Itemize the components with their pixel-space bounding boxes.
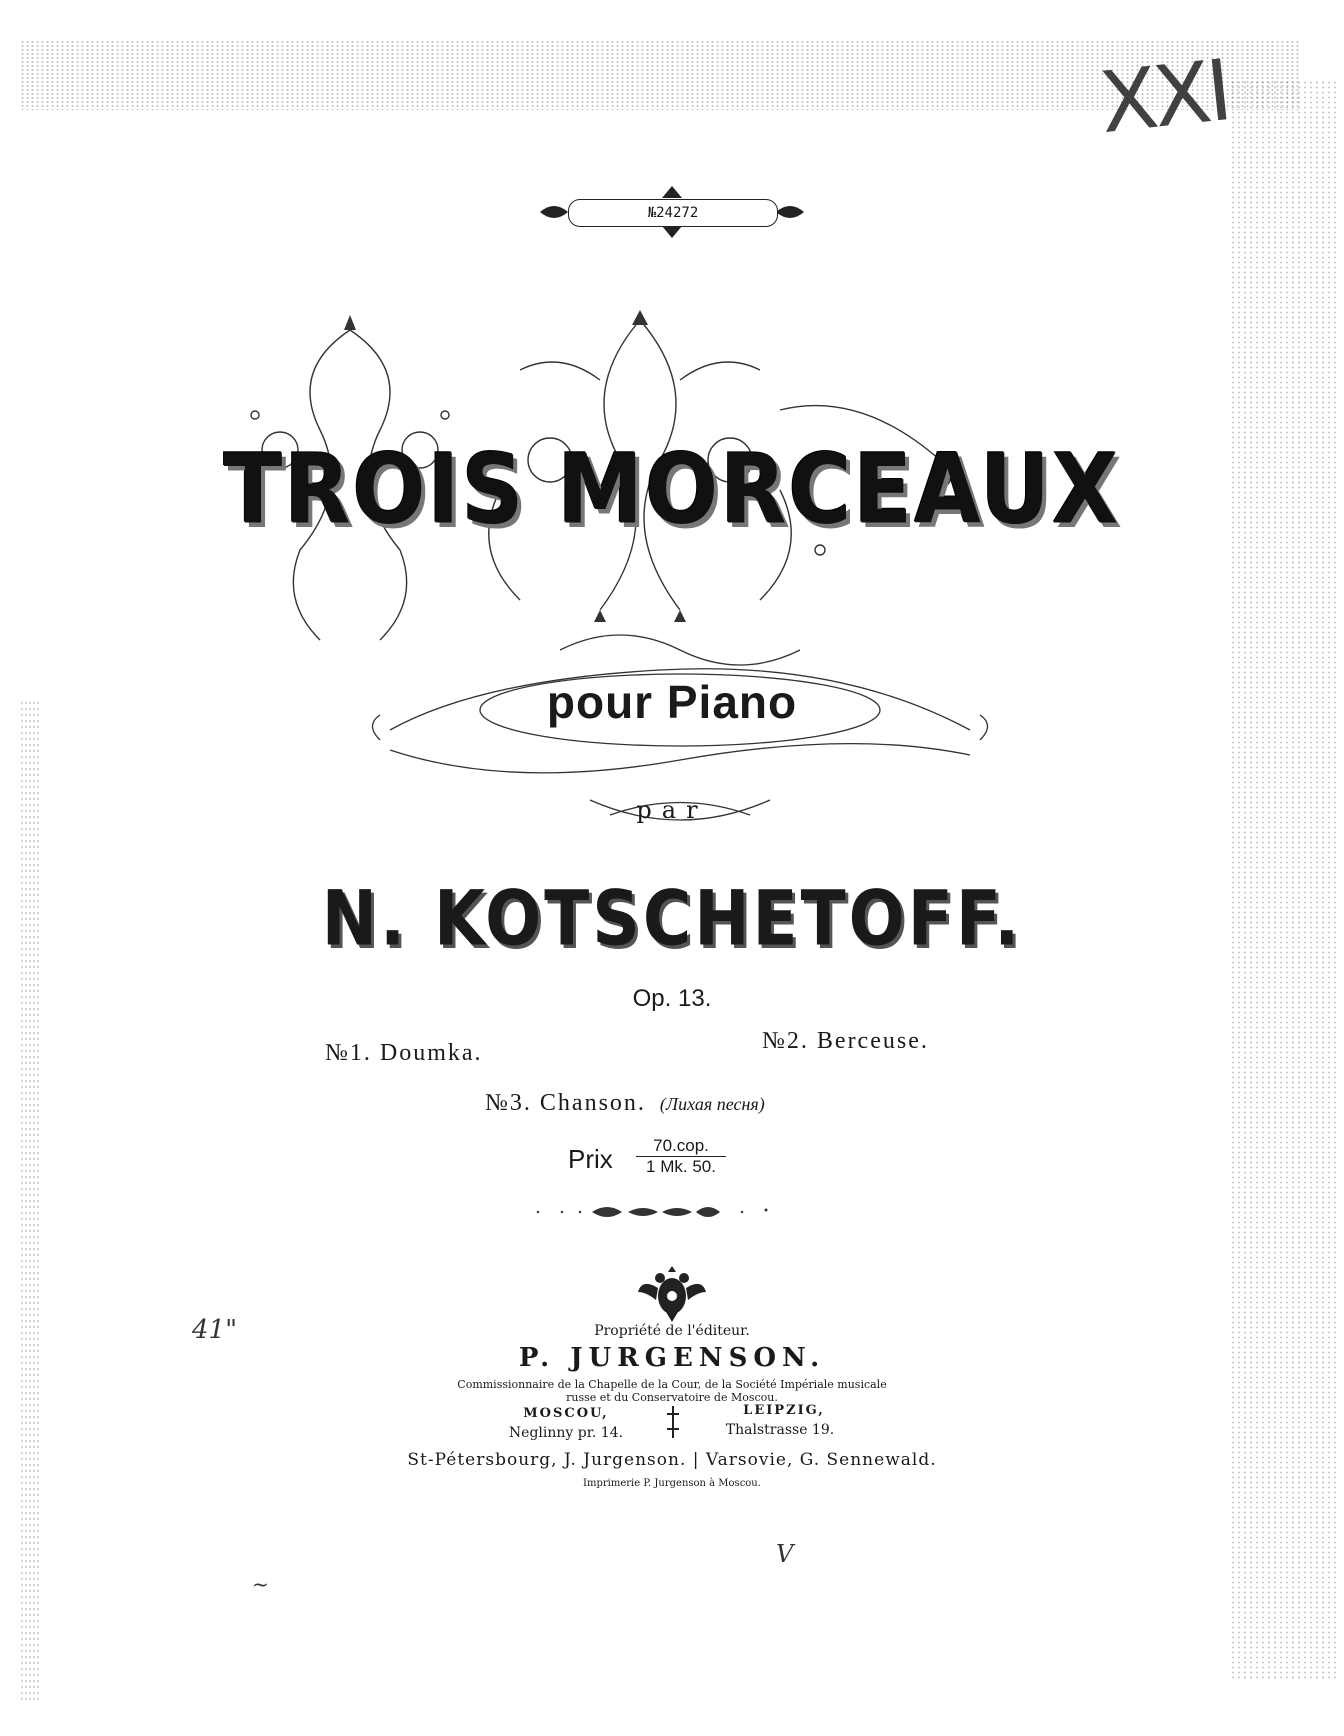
handwritten-margin-note: 41" [192, 1315, 238, 1345]
double-headed-eagle-emblem [636, 1262, 708, 1324]
small-cross-ornament [664, 1404, 682, 1440]
city-leipzig: LEIPZIG, [743, 1403, 825, 1418]
publisher-name: P. JURGENSON. [518, 1343, 826, 1373]
handwritten-check-mark: V [776, 1540, 794, 1568]
price-label: Prix [568, 1144, 613, 1174]
piece-1 [325, 1040, 483, 1067]
piece-3-title: Chanson. [539, 1090, 646, 1116]
branch-offices: St-Pétersbourg, J. Jurgenson. | Varsovie, G. Sennewald. [407, 1450, 937, 1470]
piece-1-title: Doumka. [379, 1040, 483, 1066]
by-line: par [636, 796, 708, 824]
publisher-description-line-1: Commissionnaire de la Chapelle de la Cour, de la Société Impériale musicale [457, 1378, 887, 1391]
publisher-description [0, 1378, 1344, 1404]
handwritten-dash: ~ [252, 1572, 269, 1596]
price-values [636, 1136, 726, 1177]
piece-2-title: Berceuse. [816, 1028, 929, 1054]
address-leipzig: Thalstrasse 19. [725, 1422, 835, 1438]
composer-name: N. KOTSCHETOFF. [321, 874, 1023, 963]
divider-ornament [532, 1200, 772, 1224]
scan-noise-left [20, 700, 40, 1700]
catalog-mark: XXI [1095, 41, 1233, 153]
piece-2 [762, 1028, 929, 1055]
piece-3 [485, 1090, 765, 1117]
plate-number: №24272 [568, 199, 778, 227]
subtitle: pour Piano [546, 676, 798, 728]
piece-2-number: №2. [762, 1028, 809, 1054]
price-marks: 1 Mk. 50. [646, 1157, 716, 1176]
printer-imprint: Imprimerie P. Jurgenson à Moscou. [583, 1478, 761, 1489]
title: TROIS MORCEAUX [223, 434, 1121, 546]
piece-3-russian-title: (Лихая песня) [659, 1094, 765, 1114]
piece-1-number: №1. [325, 1040, 372, 1066]
publisher-description-line-2: russe et du Conservatoire de Moscou. [566, 1391, 778, 1404]
city-moscow: MOSCOU, [523, 1406, 609, 1421]
address-moscow: Neglinny pr. 14. [508, 1425, 624, 1441]
piece-3-number: №3. [485, 1090, 532, 1116]
ownership-note: Propriété de l'éditeur. [594, 1323, 750, 1339]
opus-number: Op. 13. [632, 985, 712, 1012]
price-kopecks: 70.cop. [636, 1136, 726, 1157]
